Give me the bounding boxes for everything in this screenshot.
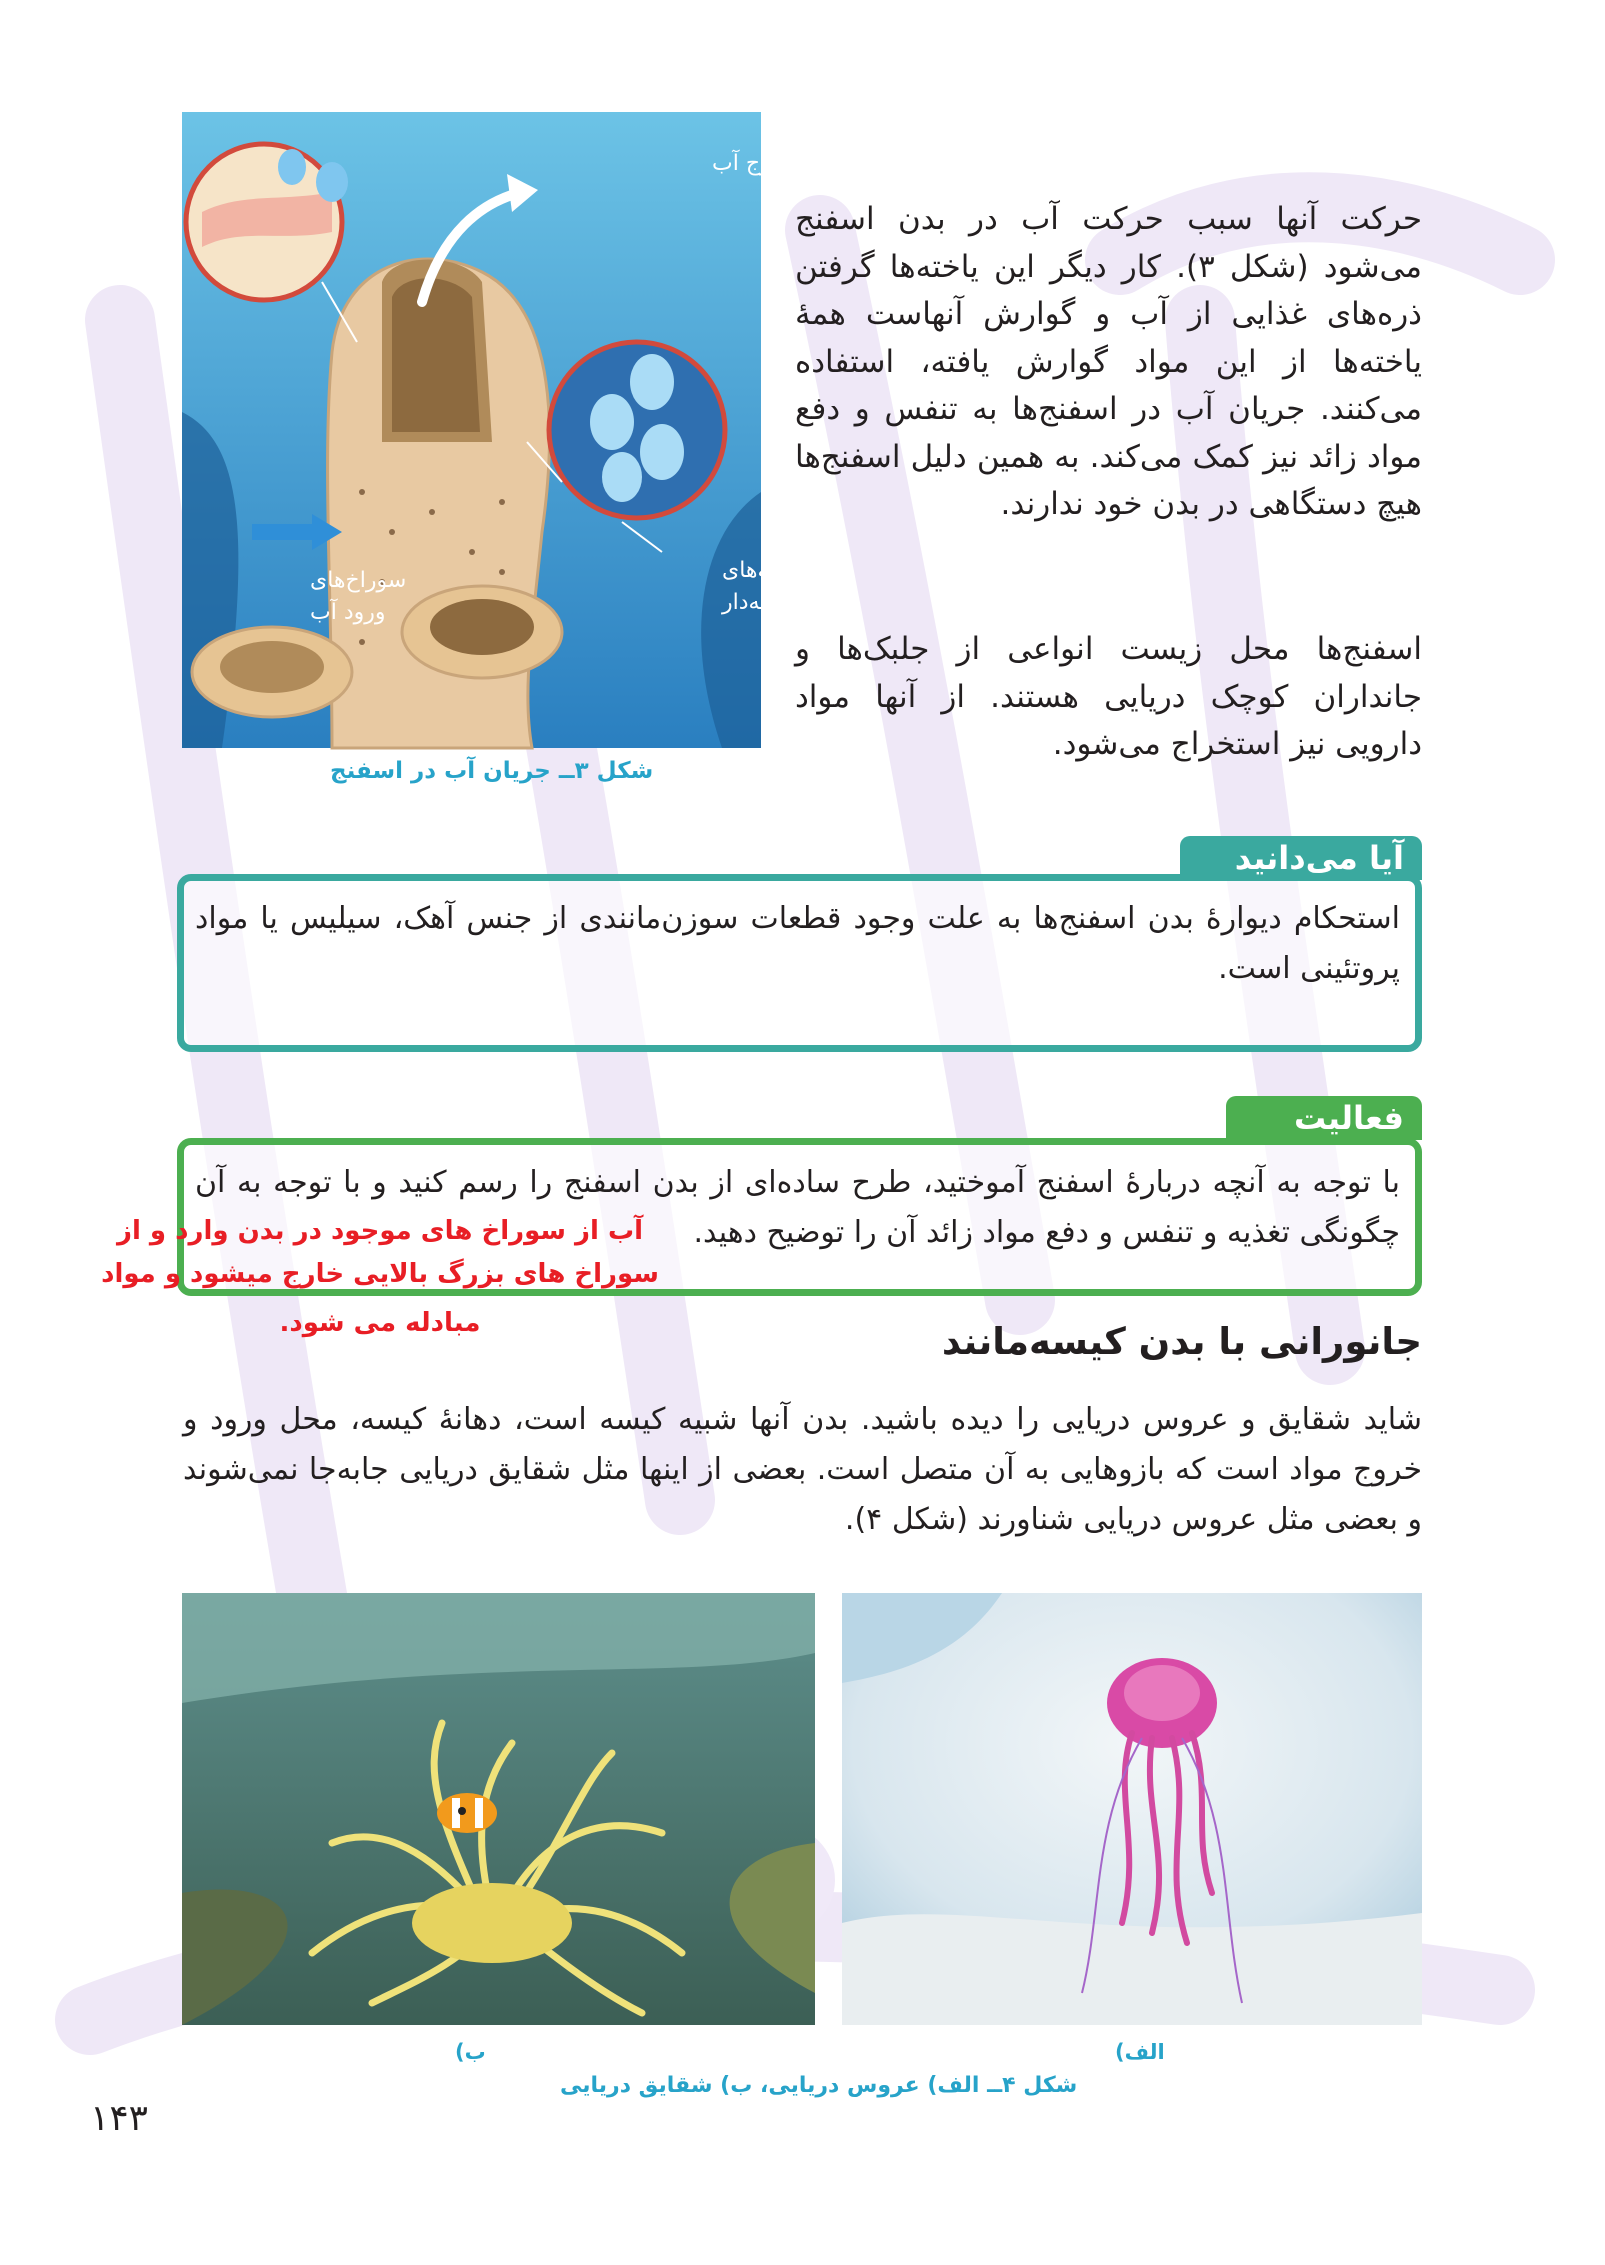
did-you-know-text: استحکام دیوارهٔ بدن اسفنج‌ها به علت وجود قطعات سوزن‌مانندی از جنس آهک، سیلیس یا مواد پروتئینی است.	[195, 901, 1400, 986]
section-heading: جانورانی با بدن کیسه‌مانند	[941, 1320, 1422, 1363]
intro-paragraph: حرکت آنها سبب حرکت آب در بدن اسفنج می‌شود (شکل ۳). کار دیگر این یاخته‌ها گرفتن ذره‌های غذایی از آب و گوارش آنهاست همهٔ یاخته‌ها از این مواد گوارش یافته، استفاده می‌کنند. جریان آب در اسفنج‌ها به تنفس و دفع مواد زائد نیز کمک می‌کند. به همین دلیل اسفنج‌ها هیچ دستگاهی در بدن خود ندارند.	[795, 201, 1422, 522]
exit-hole-label: سوراخ خروج آب	[712, 151, 865, 176]
student-answer-note	[90, 1210, 670, 1345]
student-answer-line3: مبادله می شود.	[279, 1308, 481, 1338]
jellyfish-photo	[842, 1593, 1422, 2025]
student-answer-line2: سوراخ های بزرگ بالایی خارج میشود و مواد	[101, 1259, 659, 1289]
figure4-caption: شکل ۴ــ الف) عروس دریایی، ب) شقایق دریایی	[560, 2073, 1078, 2098]
figure4-label-a: الف)	[1115, 2040, 1165, 2064]
entry-holes-label-line1: سوراخ‌های	[310, 568, 407, 593]
habitat-paragraph: اسفنج‌ها محل زیست انواعی از جلبک‌ها و جانداران کوچک دریایی هستند. از آنها مواد دارویی نیز استخراج می‌شود.	[795, 631, 1422, 762]
page-number: ۱۴۳	[90, 2098, 149, 2139]
flagellate-cells-label-line1: یاخته‌های	[722, 558, 803, 583]
activity-title: فعالیت	[1226, 1096, 1422, 1140]
entry-holes-label-line2: ورود آب	[310, 600, 386, 625]
student-answer-line1: آب از سوراخ های موجود در بدن وارد و از	[117, 1216, 643, 1246]
figure3-caption: شکل ۳ــ جریان آب در اسفنج	[330, 758, 654, 784]
figure4-label-b: ب)	[455, 2040, 486, 2064]
flagellate-cells-label-line2: رشته‌دار	[722, 590, 797, 615]
sponge-water-flow-figure	[182, 112, 865, 748]
sea-anemone-photo	[182, 1593, 815, 2025]
did-you-know-title: آیا می‌دانید	[1180, 836, 1422, 880]
activity-text: با توجه به آنچه دربارهٔ اسفنج آموختید، طرح ساده‌ای از بدن اسفنج را رسم کنید و با توجه به آن چگونگی تغذیه و تنفس و دفع مواد زائد آن را توضیح دهید.	[195, 1165, 1400, 1250]
section-paragraph: شاید شقایق و عروس دریایی را دیده باشید. بدن آنها شبیه کیسه است، دهانهٔ کیسه، محل ورود و خروج مواد است که بازوهایی به آن متصل است. بعضی از اینها مثل شقایق دریایی جابه‌جا نمی‌شوند و بعضی مثل عروس دریایی شناورند (شکل ۴).	[183, 1402, 1422, 1537]
